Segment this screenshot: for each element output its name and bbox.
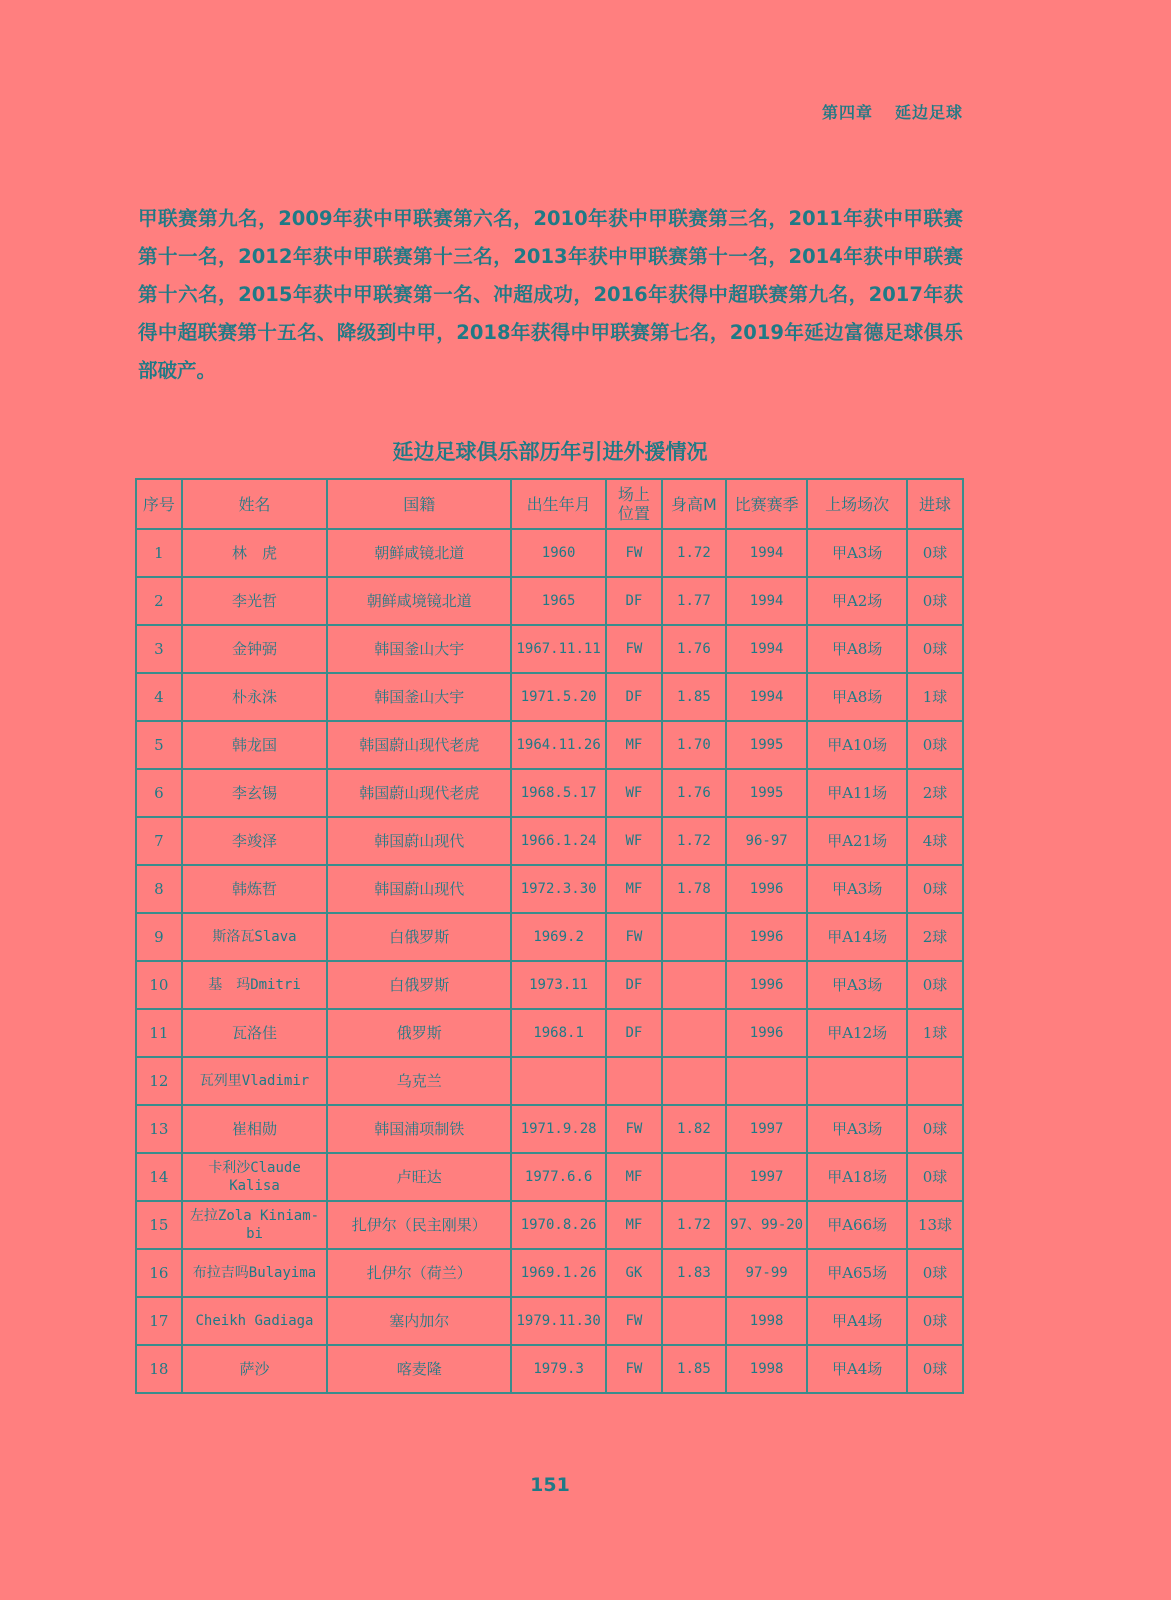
cell-position: MF	[606, 721, 662, 769]
cell-appearances: 甲A14场	[807, 913, 907, 961]
cell-birth	[511, 1057, 606, 1105]
cell-position: DF	[606, 961, 662, 1009]
cell-name: 李光哲	[182, 577, 327, 625]
cell-appearances: 甲A3场	[807, 529, 907, 577]
cell-height: 1.72	[662, 1201, 726, 1249]
cell-position	[606, 1057, 662, 1105]
cell-name: 斯洛瓦Slava	[182, 913, 327, 961]
cell-season: 1997	[726, 1105, 807, 1153]
cell-goals: 0球	[907, 529, 963, 577]
cell-name: 基 玛Dmitri	[182, 961, 327, 1009]
cell-birth: 1971.5.20	[511, 673, 606, 721]
cell-birth: 1979.3	[511, 1345, 606, 1393]
cell-goals: 0球	[907, 1249, 963, 1297]
cell-season: 96-97	[726, 817, 807, 865]
cell-index: 4	[136, 673, 182, 721]
cell-position: GK	[606, 1249, 662, 1297]
cell-season: 1995	[726, 769, 807, 817]
header-goals: 进球	[907, 479, 963, 529]
cell-index: 8	[136, 865, 182, 913]
cell-position: FW	[606, 1297, 662, 1345]
cell-birth: 1977.6.6	[511, 1153, 606, 1201]
cell-appearances: 甲A18场	[807, 1153, 907, 1201]
table-header-row	[136, 479, 963, 529]
cell-position: WF	[606, 769, 662, 817]
cell-index: 16	[136, 1249, 182, 1297]
cell-season: 1994	[726, 625, 807, 673]
foreign-players-table	[135, 478, 964, 1394]
cell-name: 韩龙国	[182, 721, 327, 769]
page-number: 151	[530, 1474, 570, 1496]
cell-height	[662, 961, 726, 1009]
cell-position: DF	[606, 577, 662, 625]
cell-name: 卡利沙Claude Kalisa	[182, 1153, 327, 1201]
cell-nationality: 韩国蔚山现代	[327, 865, 511, 913]
cell-season	[726, 1057, 807, 1105]
table-row	[136, 577, 963, 625]
cell-name: 萨沙	[182, 1345, 327, 1393]
header-season: 比赛赛季	[726, 479, 807, 529]
cell-name: 李竣泽	[182, 817, 327, 865]
cell-goals: 1球	[907, 1009, 963, 1057]
cell-goals: 0球	[907, 721, 963, 769]
cell-birth: 1970.8.26	[511, 1201, 606, 1249]
table-row	[136, 1105, 963, 1153]
cell-appearances: 甲A11场	[807, 769, 907, 817]
cell-name: 瓦列里Vladimir	[182, 1057, 327, 1105]
cell-name: 韩炼哲	[182, 865, 327, 913]
table-row	[136, 1297, 963, 1345]
running-head	[822, 100, 963, 123]
cell-position: DF	[606, 1009, 662, 1057]
table-row	[136, 1057, 963, 1105]
cell-nationality: 韩国釜山大宇	[327, 625, 511, 673]
cell-appearances: 甲A65场	[807, 1249, 907, 1297]
cell-height	[662, 1153, 726, 1201]
table-row	[136, 1345, 963, 1393]
cell-appearances: 甲A3场	[807, 961, 907, 1009]
table-row	[136, 1153, 963, 1201]
cell-birth: 1968.1	[511, 1009, 606, 1057]
cell-goals: 0球	[907, 577, 963, 625]
cell-nationality: 朝鲜咸境镜北道	[327, 577, 511, 625]
table-row	[136, 673, 963, 721]
header-name: 姓名	[182, 479, 327, 529]
cell-position: MF	[606, 1153, 662, 1201]
cell-goals: 0球	[907, 1105, 963, 1153]
cell-position: FW	[606, 529, 662, 577]
cell-name: 金钟弼	[182, 625, 327, 673]
cell-season: 1998	[726, 1345, 807, 1393]
cell-height: 1.72	[662, 529, 726, 577]
cell-birth: 1971.9.28	[511, 1105, 606, 1153]
cell-season: 97、99-20	[726, 1201, 807, 1249]
cell-birth: 1964.11.26	[511, 721, 606, 769]
cell-birth: 1979.11.30	[511, 1297, 606, 1345]
cell-position: FW	[606, 625, 662, 673]
cell-name: 左拉Zola Kiniam-bi	[182, 1201, 327, 1249]
cell-birth: 1966.1.24	[511, 817, 606, 865]
header-birth: 出生年月	[511, 479, 606, 529]
cell-nationality: 白俄罗斯	[327, 961, 511, 1009]
cell-season: 1996	[726, 865, 807, 913]
cell-index: 14	[136, 1153, 182, 1201]
cell-height	[662, 1057, 726, 1105]
cell-index: 6	[136, 769, 182, 817]
cell-nationality: 喀麦隆	[327, 1345, 511, 1393]
cell-name: 林 虎	[182, 529, 327, 577]
cell-index: 13	[136, 1105, 182, 1153]
cell-nationality: 韩国蔚山现代	[327, 817, 511, 865]
cell-height: 1.85	[662, 673, 726, 721]
cell-birth: 1967.11.11	[511, 625, 606, 673]
cell-index: 12	[136, 1057, 182, 1105]
cell-nationality: 卢旺达	[327, 1153, 511, 1201]
cell-goals: 0球	[907, 625, 963, 673]
cell-position: FW	[606, 913, 662, 961]
cell-name: 朴永洙	[182, 673, 327, 721]
cell-nationality: 乌克兰	[327, 1057, 511, 1105]
cell-appearances: 甲A10场	[807, 721, 907, 769]
cell-nationality: 韩国浦项制铁	[327, 1105, 511, 1153]
header-index: 序号	[136, 479, 182, 529]
cell-goals: 2球	[907, 913, 963, 961]
cell-goals: 0球	[907, 961, 963, 1009]
cell-index: 5	[136, 721, 182, 769]
cell-season: 97-99	[726, 1249, 807, 1297]
cell-nationality: 扎伊尔（荷兰）	[327, 1249, 511, 1297]
chapter-number: 第四章	[821, 103, 873, 122]
cell-appearances: 甲A3场	[807, 865, 907, 913]
cell-appearances: 甲A8场	[807, 625, 907, 673]
header-height: 身高M	[662, 479, 726, 529]
cell-appearances: 甲A4场	[807, 1297, 907, 1345]
cell-goals	[907, 1057, 963, 1105]
cell-appearances: 甲A4场	[807, 1345, 907, 1393]
table-row	[136, 1249, 963, 1297]
cell-season: 1996	[726, 1009, 807, 1057]
cell-goals: 0球	[907, 865, 963, 913]
table-title: 延边足球俱乐部历年引进外援情况	[392, 440, 708, 464]
cell-position: MF	[606, 1201, 662, 1249]
cell-appearances: 甲A66场	[807, 1201, 907, 1249]
cell-index: 18	[136, 1345, 182, 1393]
cell-birth: 1968.5.17	[511, 769, 606, 817]
cell-index: 1	[136, 529, 182, 577]
header-appearances: 上场场次	[807, 479, 907, 529]
table-row	[136, 769, 963, 817]
cell-nationality: 俄罗斯	[327, 1009, 511, 1057]
cell-nationality: 扎伊尔（民主刚果）	[327, 1201, 511, 1249]
cell-goals: 0球	[907, 1345, 963, 1393]
cell-index: 9	[136, 913, 182, 961]
cell-height	[662, 1297, 726, 1345]
chapter-title: 延边足球	[894, 103, 963, 122]
cell-name: 李玄锡	[182, 769, 327, 817]
cell-index: 7	[136, 817, 182, 865]
cell-height: 1.77	[662, 577, 726, 625]
cell-height: 1.76	[662, 769, 726, 817]
table-row	[136, 913, 963, 961]
cell-height	[662, 1009, 726, 1057]
cell-height: 1.72	[662, 817, 726, 865]
cell-height: 1.78	[662, 865, 726, 913]
cell-season: 1994	[726, 673, 807, 721]
cell-season: 1996	[726, 961, 807, 1009]
cell-name: 崔相勋	[182, 1105, 327, 1153]
table-row	[136, 1009, 963, 1057]
cell-goals: 13球	[907, 1201, 963, 1249]
cell-position: FW	[606, 1105, 662, 1153]
cell-nationality: 白俄罗斯	[327, 913, 511, 961]
cell-height	[662, 913, 726, 961]
body-paragraph: 甲联赛第九名，2009年获中甲联赛第六名，2010年获中甲联赛第三名，2011年获中甲联赛第十一名，2012年获中甲联赛第十三名，2013年获中甲联赛第十一名，2014年获中甲联赛第十六名，2015年获中甲联赛第一名、冲超成功，2016年获得中超联赛第九名，2017年获得中超联赛第十五名、降级到中甲，2018年获得中甲联赛第七名，2019年延边富德足球俱乐部破产。	[138, 207, 963, 382]
cell-height: 1.85	[662, 1345, 726, 1393]
cell-season: 1996	[726, 913, 807, 961]
cell-season: 1994	[726, 577, 807, 625]
cell-season: 1994	[726, 529, 807, 577]
table-row	[136, 865, 963, 913]
cell-goals: 1球	[907, 673, 963, 721]
cell-height: 1.76	[662, 625, 726, 673]
cell-appearances: 甲A21场	[807, 817, 907, 865]
cell-birth: 1960	[511, 529, 606, 577]
cell-index: 11	[136, 1009, 182, 1057]
cell-season: 1998	[726, 1297, 807, 1345]
cell-index: 17	[136, 1297, 182, 1345]
cell-season: 1997	[726, 1153, 807, 1201]
cell-nationality: 韩国蔚山现代老虎	[327, 721, 511, 769]
cell-appearances	[807, 1057, 907, 1105]
cell-birth: 1969.1.26	[511, 1249, 606, 1297]
table-row	[136, 817, 963, 865]
header-position: 场上位置	[606, 479, 662, 529]
header-nationality: 国籍	[327, 479, 511, 529]
cell-height: 1.82	[662, 1105, 726, 1153]
cell-nationality: 塞内加尔	[327, 1297, 511, 1345]
cell-birth: 1973.11	[511, 961, 606, 1009]
cell-goals: 0球	[907, 1297, 963, 1345]
cell-goals: 2球	[907, 769, 963, 817]
cell-index: 2	[136, 577, 182, 625]
cell-height: 1.83	[662, 1249, 726, 1297]
cell-name: 瓦洛佳	[182, 1009, 327, 1057]
cell-appearances: 甲A2场	[807, 577, 907, 625]
cell-birth: 1972.3.30	[511, 865, 606, 913]
cell-birth: 1969.2	[511, 913, 606, 961]
table-row	[136, 625, 963, 673]
cell-height: 1.70	[662, 721, 726, 769]
cell-position: DF	[606, 673, 662, 721]
cell-position: MF	[606, 865, 662, 913]
cell-birth: 1965	[511, 577, 606, 625]
table-row	[136, 529, 963, 577]
cell-index: 3	[136, 625, 182, 673]
cell-goals: 4球	[907, 817, 963, 865]
cell-position: WF	[606, 817, 662, 865]
cell-name: 布拉吉吗Bulayima	[182, 1249, 327, 1297]
cell-nationality: 朝鲜咸镜北道	[327, 529, 511, 577]
cell-appearances: 甲A12场	[807, 1009, 907, 1057]
cell-index: 10	[136, 961, 182, 1009]
cell-goals: 0球	[907, 1153, 963, 1201]
cell-appearances: 甲A3场	[807, 1105, 907, 1153]
cell-name: Cheikh Gadiaga	[182, 1297, 327, 1345]
table-row	[136, 1201, 963, 1249]
cell-appearances: 甲A8场	[807, 673, 907, 721]
cell-position: FW	[606, 1345, 662, 1393]
cell-nationality: 韩国釜山大宇	[327, 673, 511, 721]
cell-season: 1995	[726, 721, 807, 769]
cell-nationality: 韩国蔚山现代老虎	[327, 769, 511, 817]
table-row	[136, 721, 963, 769]
table-row	[136, 961, 963, 1009]
cell-index: 15	[136, 1201, 182, 1249]
